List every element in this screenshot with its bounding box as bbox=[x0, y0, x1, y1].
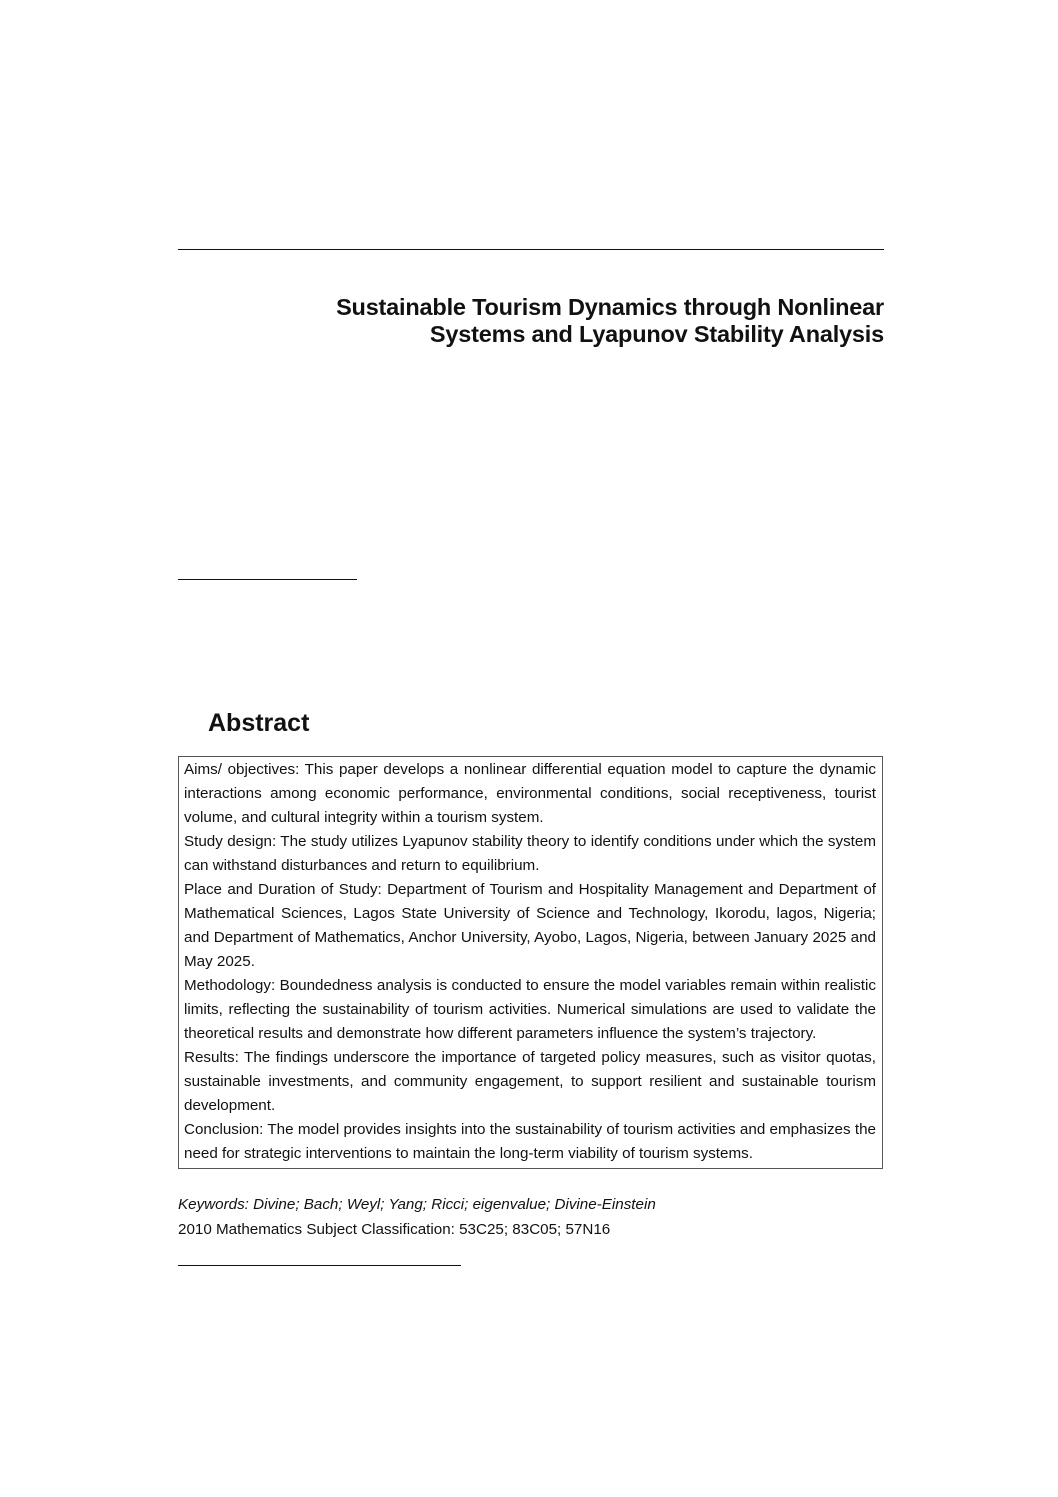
abstract-methodology: Methodology: Boundedness analysis is conducted to ensure the model variables remain within realistic limits, reflecting the sustainability of tourism activities. Numerical simulations are used to validate the theoretical results and demonstrate how different parameters influence the system’s trajectory. bbox=[184, 977, 876, 1042]
paper-title bbox=[178, 294, 884, 348]
keywords: Keywords: Divine; Bach; Weyl; Yang; Ricci; eigenvalue; Divine-Einstein bbox=[178, 1196, 656, 1213]
paper-title-line-1: Sustainable Tourism Dynamics through Nonlinear bbox=[336, 294, 884, 320]
abstract-place-duration: Place and Duration of Study: Department of Tourism and Hospitality Management and Department of Mathematical Sciences, Lagos State University of Science and Technology, Ikorodu, lagos, Nigeria; and Department of Mathematics, Anchor University, Ayobo, Lagos, Nigeria, between January 2025 and May 2025. bbox=[184, 881, 876, 970]
abstract-aims-objectives: Aims/ objectives: This paper develops a nonlinear differential equation model to capture the dynamic interactions among economic performance, environmental conditions, social receptiveness, tourist volume, and cultural integrity within a tourism system. bbox=[184, 761, 876, 826]
bottom-footnote-rule bbox=[178, 1265, 461, 1266]
footnote-separator-rule bbox=[178, 579, 357, 580]
abstract-heading: Abstract bbox=[208, 709, 310, 737]
abstract-conclusion: Conclusion: The model provides insights into the sustainability of tourism activities and emphasizes the need for strategic interventions to maintain the long-term viability of tourism systems. bbox=[184, 1121, 876, 1162]
paper-title-line-2: Systems and Lyapunov Stability Analysis bbox=[429, 321, 884, 347]
abstract-box bbox=[178, 756, 883, 1169]
subject-classification: 2010 Mathematics Subject Classification: 53C25; 83C05; 57N16 bbox=[178, 1221, 611, 1238]
top-horizontal-rule bbox=[178, 249, 884, 250]
abstract-study-design: Study design: The study utilizes Lyapunov stability theory to identify conditions under which the system can withstand disturbances and return to equilibrium. bbox=[184, 833, 876, 874]
abstract-results: Results: The findings underscore the importance of targeted policy measures, such as visitor quotas, sustainable investments, and community engagement, to support resilient and sustainable tourism development. bbox=[184, 1049, 876, 1114]
